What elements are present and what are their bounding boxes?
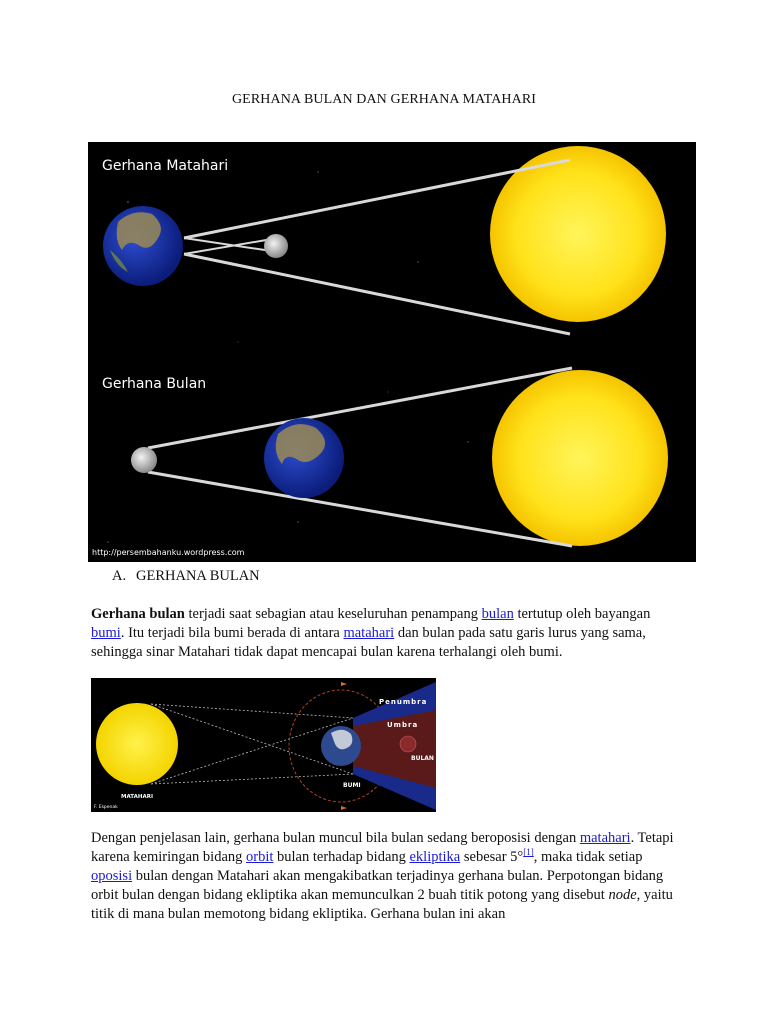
text-run: tertutup oleh bayangan [513,606,651,622]
text-run: . Itu terjadi bila bumi berada di antara [120,625,344,641]
link-ekliptika[interactable]: ekliptika [409,849,461,865]
text-run: , yaitu titik di mana bulan memotong bidang ekliptika. Gerhana bulan ini akan [91,887,673,922]
text-run: dan bulan pada satu garis lurus yang sama, sehingga sinar Matahari tidak dapat mencapai bulan karena terhalangi oleh bumi. [91,625,646,660]
text-run: bulan terhadap bidang [273,849,410,865]
label-gerhana-bulan: Gerhana Bulan [102,376,207,392]
paragraph-1 [91,605,681,662]
moon-top-icon [264,234,288,258]
figure-credit: http://persembahanku.wordpress.com [92,548,245,557]
sun-icon [96,703,178,785]
moon-icon [400,736,416,752]
sun-bottom-icon [492,370,668,546]
bold-term: Gerhana bulan [91,606,185,622]
label-penumbra: Penumbra [379,698,428,706]
section-title: GERHANA BULAN [136,568,260,584]
moon-bottom-icon [131,447,157,473]
link-oposisi[interactable]: oposisi [91,868,133,884]
section-number: A. [112,568,127,584]
text-run: , maka tidak setiap [533,849,643,865]
paragraph-2 [91,829,681,924]
link-matahari[interactable]: matahari [343,625,395,641]
italic-node: node [608,887,637,903]
link-orbit[interactable]: orbit [246,849,274,865]
section-heading [112,568,260,585]
label-bumi: BUMI [343,782,361,789]
page-title: GERHANA BULAN DAN GERHANA MATAHARI [231,92,537,107]
figure-credit-2: F. Espenak [94,805,118,810]
text-run: Dengan penjelasan lain, gerhana bulan muncul bila bulan sedang beroposisi dengan [91,830,580,846]
footnote-link[interactable]: [1] [523,847,534,858]
text-run: bulan dengan Matahari akan mengakibatkan terjadinya gerhana bulan. Perpotongan bidang orbit bulan dengan bidang ekliptika akan memunculkan 2 buah titik potong yang disebut [91,868,664,903]
label-bulan: BULAN [411,755,434,762]
text-run: sebesar 5° [460,849,524,865]
sun-top-icon [490,146,666,322]
lunar-eclipse-geometry-diagram [91,678,436,812]
label-gerhana-matahari: Gerhana Matahari [102,158,229,174]
link-matahari-2[interactable]: matahari [579,830,631,846]
link-bulan[interactable]: bulan [481,606,514,622]
eclipse-diagram [88,142,696,562]
link-bumi[interactable]: bumi [91,625,121,641]
label-umbra: Umbra [387,721,419,729]
text-run: . Tetapi karena kemiringan bidang [91,830,674,865]
text-run: terjadi saat sebagian atau keseluruhan penampang [184,606,482,622]
label-matahari: MATAHARI [121,794,154,800]
